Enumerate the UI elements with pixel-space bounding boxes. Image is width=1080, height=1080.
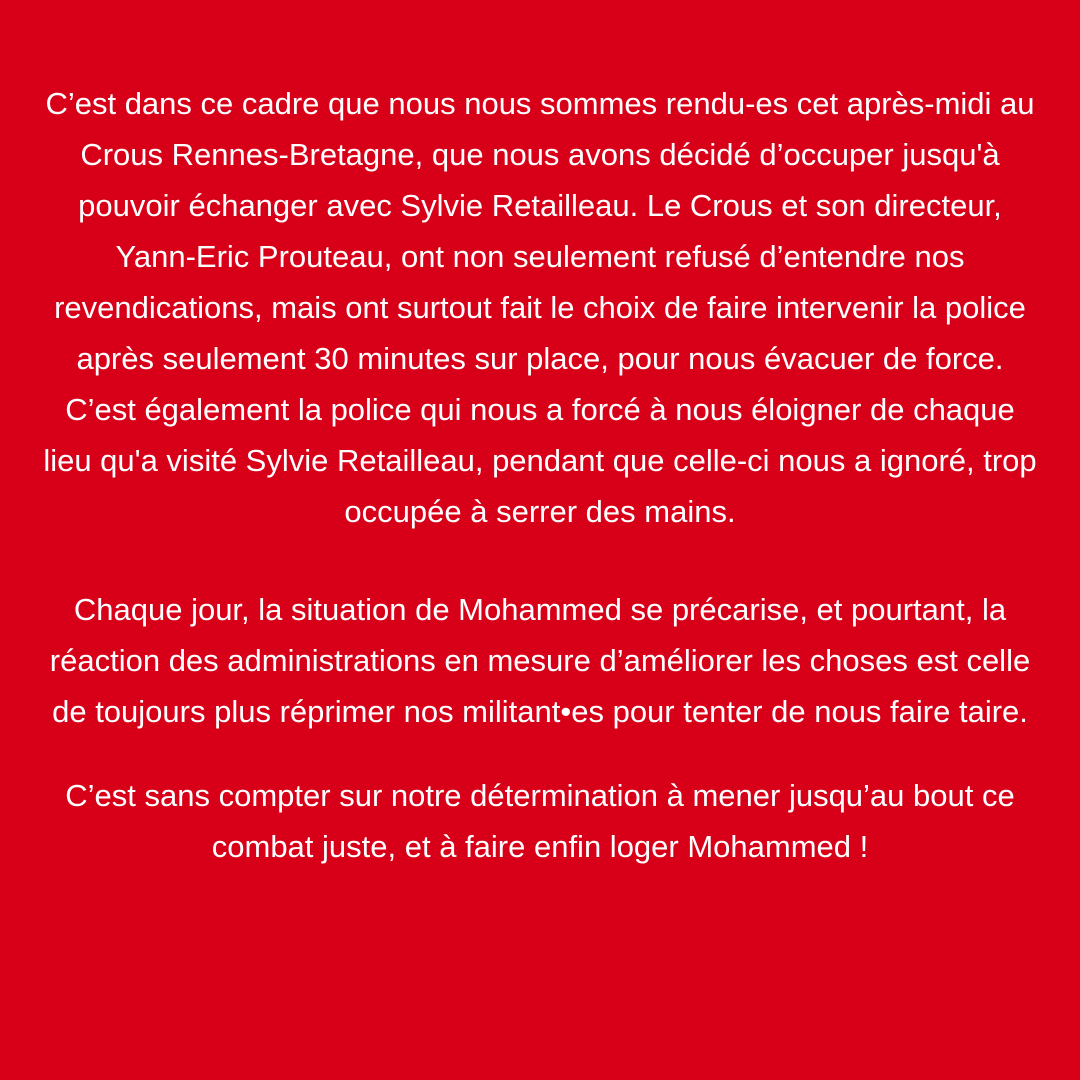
paragraph-occupation: C’est dans ce cadre que nous nous sommes rendu-es cet après-midi au Crous Rennes-Bretagne, que nous avons décidé d’occuper jusqu'à pouvoir échanger avec Sylvie Retailleau. Le Crous et son directeur, Yann-Eric Prouteau, ont non seulement refusé d’entendre nos revendications, mais ont surtout fait le choix de faire intervenir la police après seulement 30 minutes sur place, pour nous évacuer de force. C’est également la police qui nous a forcé à nous éloigner de chaque lieu qu'a visité Sylvie Retailleau, pendant que celle-ci nous a ignoré, trop occupée à serrer des mains. [43, 86, 1037, 529]
paragraph-determination: C’est sans compter sur notre détermination à mener jusqu’au bout ce combat juste, et à faire enfin loger Mohammed ! [65, 778, 1015, 864]
paragraph-situation: Chaque jour, la situation de Mohammed se précarise, et pourtant, la réaction des administrations en mesure d’améliorer les choses est celle de toujours plus réprimer nos militant•es pour tenter de nous faire taire. [49, 592, 1031, 729]
